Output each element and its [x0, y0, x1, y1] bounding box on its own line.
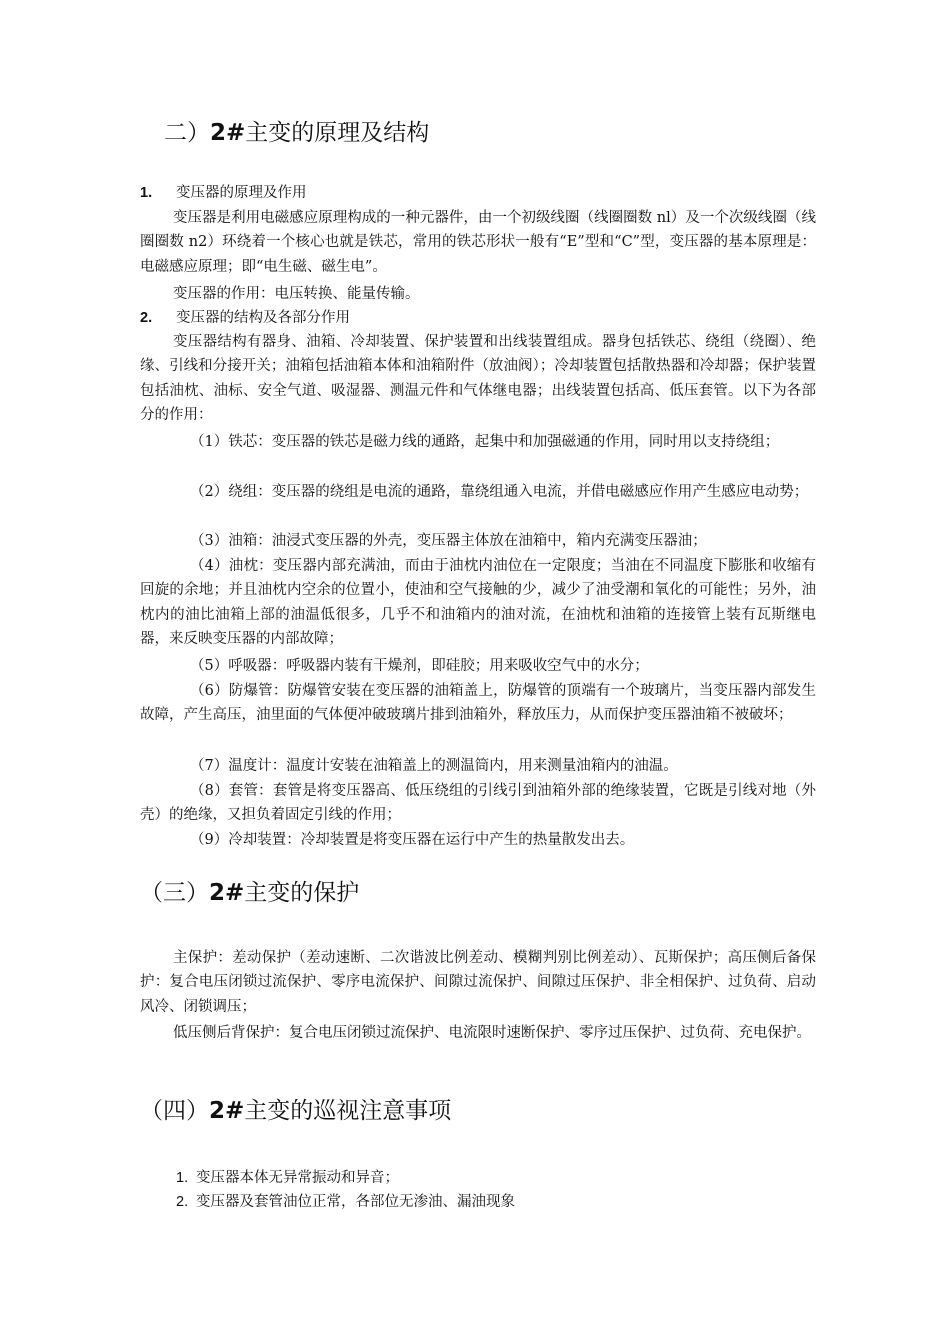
structure-item-8: （8）套管：套管是将变压器高、低压绕组的引线引到油箱外部的绝缘装置，它既是引线对地（外壳）的绝缘，又担负着固定引线的作用； [140, 783, 816, 824]
section-heading-2 [164, 118, 429, 148]
heading-prefix: （四） [140, 1098, 209, 1124]
subheading-1-title: 变压器的原理及作用 [176, 185, 307, 201]
paragraph-function: 变压器的作用：电压转换、能量传输。 [173, 286, 420, 302]
heading-text: 主变的保护 [244, 880, 360, 906]
structure-item-3: （3）油箱：油浸式变压器的外壳，变压器主体放在油箱中，箱内充满变压器油； [190, 533, 707, 549]
heading-bold: 2# [209, 1098, 245, 1124]
structure-item-7: （7）温度计：温度计安装在油箱盖上的测温筒内，用来测量油箱内的油温。 [190, 758, 678, 774]
list-text: 变压器本体无异常振动和异音； [196, 1170, 399, 1186]
subheading-1-number: 1. [140, 185, 153, 201]
heading-prefix: 二） [164, 120, 210, 146]
heading-bold: 2# [209, 880, 245, 906]
paragraph-principle: 变压器是利用电磁感应原理构成的一种元器件，由一个初级线圈（线圈圈数 nl）及一个次级线圈（线圈圈数 n2）环绕着一个核心也就是铁芯，常用的铁芯形状一般有“E”型和“C”型，变压器的基本原理是：电磁感应原理；即“电生磁、磁生电”。 [140, 210, 816, 275]
heading-bold: 2# [210, 120, 246, 146]
section-heading-3 [140, 878, 359, 908]
subheading-2-number: 2. [140, 310, 153, 326]
heading-text: 主变的原理及结构 [245, 120, 430, 146]
list-number: 2. [176, 1194, 189, 1210]
structure-item-5: （5）呼吸器：呼吸器内装有干燥剂，即硅胶；用来吸收空气中的水分； [190, 658, 649, 674]
inspection-item-1 [176, 1166, 399, 1190]
list-number: 1. [176, 1170, 189, 1186]
structure-item-9: （9）冷却装置：冷却装置是将变压器在运行中产生的热量散发出去。 [190, 832, 635, 848]
paragraph-structure-intro: 变压器结构有器身、油箱、冷却装置、保护装置和出线装置组成。器身包括铁芯、绕组（绕圈）、绝缘、引线和分接开关；油箱包括油箱本体和油箱附件（放油阀）；冷却装置包括散热器和冷却器；保护装置包括油枕、油标、安全气道、吸湿器、测温元件和气体继电器；出线装置包括高、低压套管。以下为各部分的作用： [140, 334, 816, 424]
inspection-item-2 [176, 1190, 515, 1214]
heading-text: 主变的巡视注意事项 [244, 1098, 452, 1124]
structure-item-2: （2）绕组：变压器的绕组是电流的通路，靠绕组通入电流，并借电磁感应作用产生感应电动势； [190, 484, 809, 500]
section-heading-4 [140, 1096, 451, 1126]
list-text: 变压器及套管油位正常，各部位无渗油、漏油现象 [196, 1194, 515, 1210]
structure-item-4: （4）油枕：变压器内部充满油，而由于油枕内油位在一定限度；当油在不同温度下膨胀和收缩有回旋的余地；并且油枕内空余的位置小，使油和空气接触的少，减少了油受潮和氧化的可能性；另外，油枕内的油比油箱上部的油温低很多，几乎不和油箱内的油对流，在油枕和油箱的连接管上装有瓦斯继电器，来反映变压器的内部故障； [140, 558, 816, 648]
subheading-2-title: 变压器的结构及各部分作用 [176, 310, 350, 326]
paragraph-main-protection: 主保护：差动保护（差动速断、二次谐波比例差动、模糊判别比例差动）、瓦斯保护；高压侧后备保护：复合电压闭锁过流保护、零序电流保护、间隙过流保护、间隙过压保护、非全相保护、过负荷、启动风冷、闭锁调压； [140, 950, 816, 1015]
structure-item-1: （1）铁芯：变压器的铁芯是磁力线的通路，起集中和加强磁通的作用，同时用以支持绕组； [190, 434, 780, 450]
heading-prefix: （三） [140, 880, 209, 906]
paragraph-low-side-protection: 低压侧后背保护：复合电压闭锁过流保护、电流限时速断保护、零序过压保护、过负荷、充电保护。 [173, 1025, 811, 1041]
structure-item-6: （6）防爆管：防爆管安装在变压器的油箱盖上，防爆管的顶端有一个玻璃片，当变压器内部发生故障，产生高压，油里面的气体便冲破玻璃片排到油箱外，释放压力，从而保护变压器油箱不被破坏； [140, 683, 816, 724]
